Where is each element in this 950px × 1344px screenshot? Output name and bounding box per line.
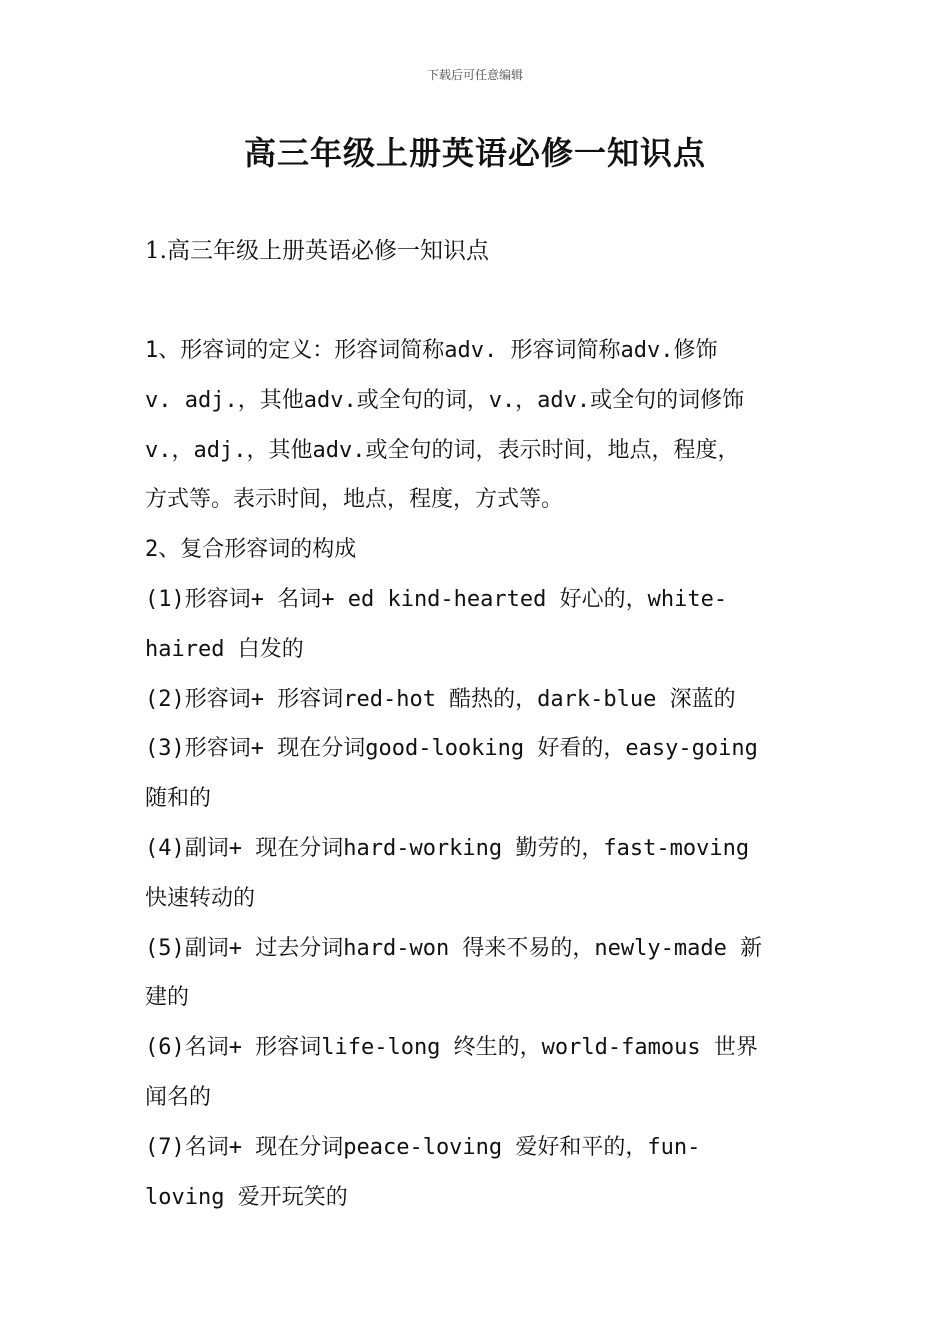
body-line: (5)副词+ 过去分词hard-won 得来不易的，newly-made 新 — [145, 935, 763, 961]
body-line: v. adj.，其他adv.或全句的词，v.，adv.或全句的词修饰 — [145, 387, 745, 413]
body-line: loving 爱开玩笑的 — [145, 1184, 348, 1210]
header-note: 下载后可任意编辑 — [426, 68, 523, 82]
body-line: v.，adj.，其他adv.或全句的词，表示时间，地点，程度， — [145, 437, 740, 463]
body-line: (4)副词+ 现在分词hard-working 勤劳的，fast-moving — [145, 835, 750, 861]
body-line: 随和的 — [145, 786, 212, 812]
body-line: (7)名词+ 现在分词peace-loving 爱好和平的，fun- — [145, 1134, 701, 1160]
body-line: 1、形容词的定义：形容词简称adv. 形容词简称adv.修饰 — [145, 338, 718, 363]
body-line: 方式等。表示时间，地点，程度，方式等。 — [145, 487, 564, 513]
body-line: 快速转动的 — [145, 885, 256, 911]
section-heading: 1.高三年级上册英语必修一知识点 — [145, 238, 489, 264]
page-title: 高三年级上册英语必修一知识点 — [243, 134, 706, 172]
body-line: 建的 — [145, 985, 190, 1011]
body-line: (6)名词+ 形容词life-long 终生的，world-famous 世界 — [145, 1035, 758, 1061]
body-text — [145, 326, 815, 1222]
body-line: haired 白发的 — [145, 636, 304, 662]
body-line: (1)形容词+ 名词+ ed kind-hearted 好心的，white- — [145, 586, 728, 612]
body-line: (2)形容词+ 形容词red-hot 酷热的，dark-blue 深蓝的 — [145, 686, 736, 712]
body-line: (3)形容词+ 现在分词good-looking 好看的，easy-going — [145, 736, 758, 762]
body-line: 2、复合形容词的构成 — [145, 537, 357, 563]
body-line: 闻名的 — [145, 1084, 212, 1110]
